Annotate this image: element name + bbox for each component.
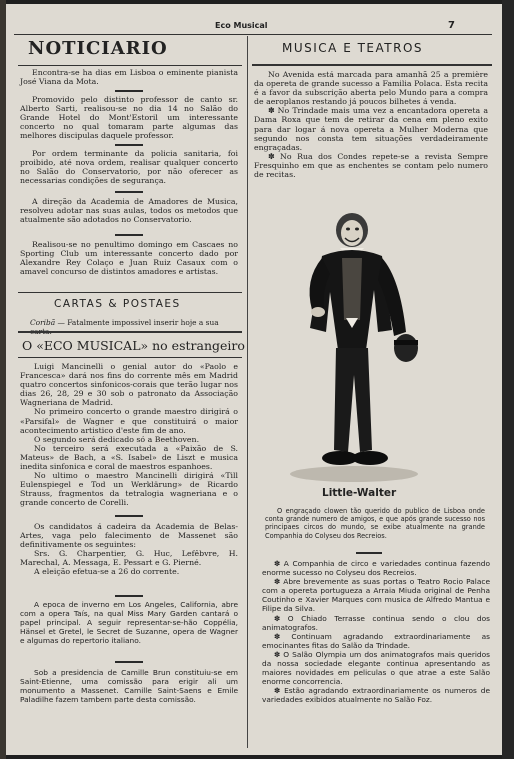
photo-caption: Little-Walter [322,487,397,499]
separator [115,90,143,92]
noticiario-paragraph: Encontra-se ha dias em Lisboa o eminente pianista José Viana da Mota. [20,68,238,87]
column-divider [247,36,248,748]
musica-rule [252,64,492,66]
academia-paragraph: A eleição efetua-se a 26 do corrente. [34,567,180,577]
separator [115,595,143,597]
eco-body [20,362,238,508]
eco-paragraph: No ultimo o maestro Mancinelli dirigirá «Till Eulenspiegel e Tod un Werklärung» de Ricardo Strauss, fragmentos da tetralogia wagneriana e o grande concerto de Corelli. [20,471,238,508]
noticiario-title: NOTICIARIO [28,38,168,59]
eco-title: O «ECO MUSICAL» no estrangeiro [22,338,245,353]
cartas-line [30,318,240,336]
eco-paragraph: No terceiro será executada a «Paixão de S. Mateus» de Bach, a «S. Isabel» de Liszt e musica inedita sinfonica e coral de maestros espanhoes. [20,443,238,472]
noticiario-paragraph: Por ordem terminante da policia sanitaria, foi proibido, até nova ordem, realisar qualquer concerto no Salão do Conservatorio, por não oferecer as necessarias condições de segurança. [20,149,238,186]
musica-title: MUSICA E TEATROS [282,41,424,55]
separator [115,515,143,517]
noticiario-body [20,95,238,140]
musica-paragraph: ✽ No Trindade mais uma vez a encantadora opereta a Dama Roxa que tem de retirar da cena em pleno exito para dar logar á nova opereta a Mulher Moderna que segundo nos consta tem situações verdadeiramente engraçadas. [254,106,488,152]
right-binding [502,0,514,759]
noticiario-body [20,149,238,185]
noticiario-paragraph: A direção da Academia de Amadores de Musica, resolveu adotar nas suas aulas, todos os metodos que atualmente são adotados no Conservatorio. [20,197,238,225]
academia-paragraph: Os candidatos á cadeira da Academia de Belas-Artes, vaga pelo falecimento de Massenet são definitivamente os seguintes: [20,522,238,550]
academia-paragraph: Srs. G. Charpentier, G. Huc, Lefêbvre, H. Marechal, A. Messaga, E. Pessart e G. Pierné. [20,549,238,568]
musica-paragraph: No Avenida está marcada para amanhã 25 a première da opereta de grande sucesso a Familia Polaca. Esta recita é a favor da subscrição aberta pelo Mundo para a compra de aeroplanos restando já poucos bilhetes á venda. [254,70,488,107]
item-paragraph: ✽ A Companhia de circo e variedades continua fazendo enorme sucesso no Colyseu dos Recreios. [262,559,490,578]
clown-photo [282,200,442,485]
cartas-text: — Fatalmente impossivel inserir hoje a sua [57,318,219,327]
camille-body [20,668,238,704]
separator [356,552,382,554]
eco-paragraph: O segundo será dedicado só a Beethoven. [34,434,200,444]
musica-body [254,70,488,179]
noticiario-body [20,240,238,276]
photo-description [265,507,485,540]
noticiario-body [20,197,238,224]
cartas-title: CARTAS & POSTAES [54,298,181,310]
item-paragraph: ✽ Estão agradando extraordinariamente os numeros de variedades exibidos atualmente no Salão Foz. [262,686,490,705]
header-rule [14,34,492,35]
noticiario-paragraph: Realisou-se no penultimo domingo em Cascaes no Sporting Club um interessante concerto dado por Alexandre Rey Colaço e Juan Ruiz Casaux com o amavel concurso de distintos amadores e artistas. [20,240,238,277]
separator [115,144,143,146]
academia-body [20,522,238,577]
item-paragraph: ✽ Continuam agradando extraordinariamente as emocinantes fitas do Salão da Trindade. [262,631,490,650]
separator [115,191,143,193]
separator [115,661,143,663]
noticiario-rule [18,65,242,66]
items-body [262,559,490,705]
noticiario-paragraph: Promovido pelo distinto professor de canto sr. Alberto Sarti, realisou-se no dia 14 no Salão do Grande Hotel do Mont'Estoril um interessante concerto no qual tomaram parte algumas das melhores discipulas daquele professor. [20,95,238,141]
noticiario-body [20,68,238,86]
item-paragraph: ✽ O Chiado Terrasse continua sendo o clou dos animatografos. [262,613,490,632]
item-paragraph: ✽ Abre brevemente as suas portas o Teatro Rocio Palace com a opereta portugueza a Arraia Miuda original de Penha Coutinho e Xavier Marques com musica de Alfredo Mantua e Filipe da Silva. [262,577,490,614]
camille-paragraph: Sob a presidencia de Camille Brun constituiu-se em Saint-Etienne, uma comissão para erigir ali um monumento a Massenet. Camille Saint-Saens e Emile Paladilhe fazem tambem parte desta comissão. [20,668,238,705]
musica-paragraph: ✽ No Rua dos Condes repete-se a revista Sempre Fresquinho em que as enchentes se contam pelo numero de recitas. [254,151,488,180]
losangeles-body [20,600,238,645]
header-title: Eco Musical [215,21,268,30]
photo-text: O engraçado clowen tão querido do publico de Lisboa onde conta grande numero de amigos, e que após grande sucesso nos principaes circos do mundo, se exibe atualmente na grande Companhia do Colyseu dos Recreios. [265,507,485,540]
eco-paragraph: Luigi Mancinelli o genial autor do «Paolo e Francesca» dará nos fins do corrente mês em Madrid quatro concertos sinfonicos-corais que terão lugar nos dias 26, 28, 29 e 30 sob o patronato da Associação Wagneriana de Madrid. [20,362,238,408]
page-number: 7 [448,20,455,31]
losangeles-paragraph: A epoca de inverno em Los Angeles, California, abre com a opera Taís, na qual Miss Mary Garden cantará o papel principal. A seguir representar-se-hão Coppélia, Hänsel et Gretel, le Secret de Suzanne, opera de Wagner e algumas do repertorio italiano. [20,600,238,646]
eco-paragraph: No primeiro concerto o grande maestro dirigirá o «Parsifal» de Wagner e que constituirá o maior acontecimento artistico d'este fim de ano. [20,407,238,435]
cartas-rule-top [18,292,242,293]
eco-rule [18,357,242,358]
cartas-rule-bottom [18,331,242,333]
separator [115,234,143,236]
cartas-name: Coribã [30,318,56,327]
item-paragraph: ✽ O Salão Olympia um dos animatografos mais queridos da nossa sociedade elegante continua apresentando as maiores novidades em peliculas o que atrae a este Salão enorme concorrencia. [262,649,490,687]
